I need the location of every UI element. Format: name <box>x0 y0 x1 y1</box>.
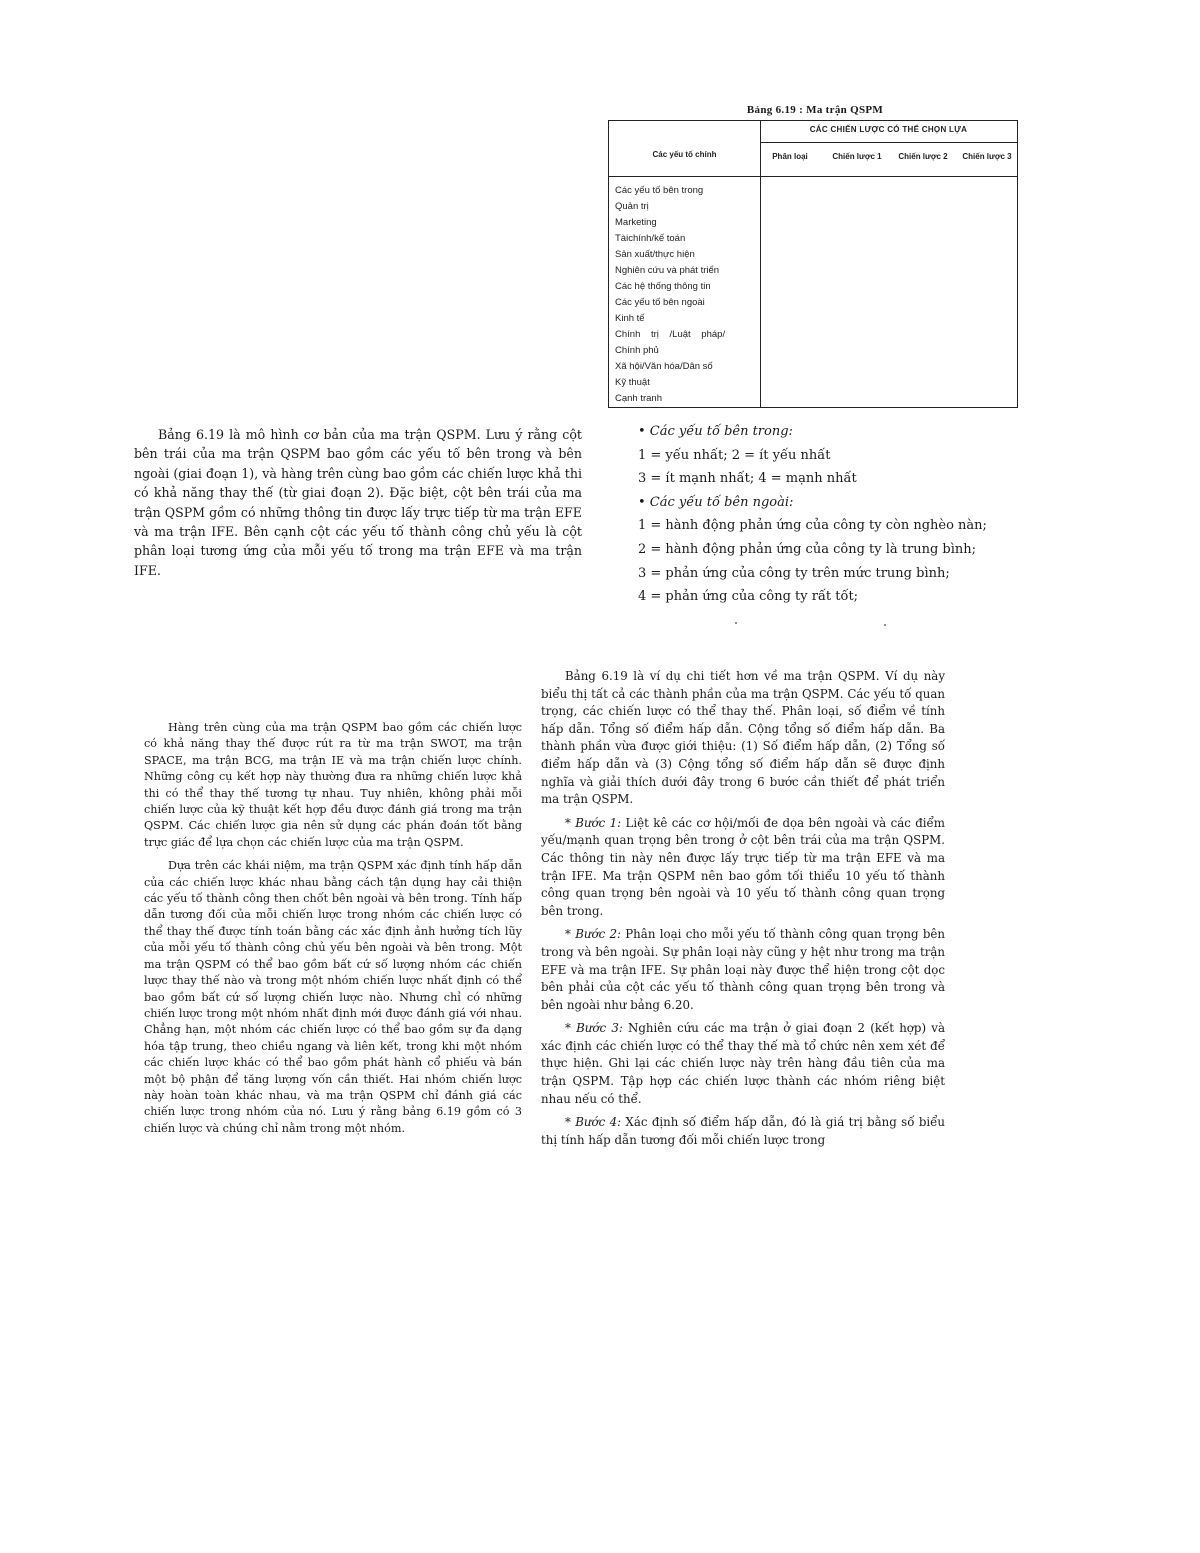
right-column <box>541 668 945 1155</box>
step-4-text: Xác định số điểm hấp dẫn, đó là giá trị bằng số biểu thị tính hấp dẫn tương đối mỗi chiến lược trong <box>541 1115 945 1147</box>
left-paragraph-2: Dựa trên các khái niệm, ma trận QSPM xác định tính hấp dẫn của các chiến lược khác nhau bằng cách tận dụng hay cải thiện các yếu tố thành công then chốt bên ngoài và bên trong. Tính hấp dẫn tương đối của mỗi chiến lược trong nhóm các chiến lược có thể thay thế được tính toán bằng các xác định ảnh hưởng tích lũy của mỗi yếu tố thành công chủ yếu bên ngoài và bên trong. Một ma trận QSPM có thể bao gồm bất cứ số lượng nhóm các chiến lược thay thế nào và trong một nhóm chiến lược nhất định có thể bao gồm bất cứ số lượng chiến lược nào. Nhưng chỉ có những chiến lược trong một nhóm nhất định mới được đánh giá với nhau. Chẳng hạn, một nhóm các chiến lược có thể bao gồm sự đa dạng hóa tập trung, theo chiều ngang và liên kết, trong khi một nhóm các chiến lược khác có thể bao gồm phát hành cổ phiếu và bán một bộ phận để tăng lượng vốn cần thiết. Hai nhóm chiến lược này hoàn toàn khác nhau, và ma trận QSPM chỉ đánh giá các chiến lược trong nhóm của nó. Lưu ý rằng bảng 6.19 gồm có 3 chiến lược và chúng chỉ nằm trong một nhóm. <box>144 859 522 1135</box>
column-header-classification: Phân loại <box>772 152 808 161</box>
factor-row: Xã hội/Văn hóa/Dân số <box>615 361 713 372</box>
factor-row: Quản trị <box>615 201 649 212</box>
left-column <box>144 720 522 1144</box>
factor-row: Các yếu tố bên trong <box>615 185 704 196</box>
internal-factors-heading: • Các yếu tố bên trong: <box>638 424 793 439</box>
step-2-paragraph <box>541 926 945 1014</box>
step-3-label: * Bước 3: <box>565 1021 623 1036</box>
scan-speck <box>884 624 886 626</box>
scan-speck <box>735 622 737 624</box>
factor-row: Chính trị /Luật pháp/ <box>615 329 726 340</box>
legend-line: 1 = hành động phản ứng của công ty còn nghèo nàn; <box>638 518 987 534</box>
step-3-text: Nghiên cứu các ma trận ở giai đoạn 2 (kết hợp) và xác định các chiến lược có thể thay thế mà tổ chức nên xem xét để thực hiện. Ghi lại các chiến lược này trên hàng đầu tiên của ma trận QSPM. Tập hợp các chiến lược thành các nhóm riêng biệt nhau nếu có thể. <box>541 1021 945 1106</box>
legend-line: 4 = phản ứng của công ty rất tốt; <box>638 589 859 605</box>
factor-row: Tàichính/kế toán <box>615 233 686 244</box>
step-1-label: * Bước 1: <box>565 815 622 830</box>
external-factors-heading: • Các yếu tố bên ngoài: <box>638 494 794 510</box>
strategies-group-header: CÁC CHIẾN LƯỢC CÓ THỂ CHỌN LỰA <box>809 125 968 134</box>
factor-list <box>615 183 760 407</box>
legend-line: 3 = ít mạnh nhất; 4 = mạnh nhất <box>638 471 857 487</box>
legend-line: 1 = yếu nhất; 2 = ít yếu nhất <box>638 447 831 463</box>
group-header-divider <box>760 142 1017 143</box>
column-header-strategy-2: Chiến lược 2 <box>898 152 948 161</box>
factor-row: Kinh tế <box>615 313 645 324</box>
left-paragraph-1: Hàng trên cùng của ma trận QSPM bao gồm các chiến lược có khả năng thay thế được rút ra từ ma trận SWOT, ma trận SPACE, ma trận BCG, ma trận IE và ma trận chiến lược chính. Những công cụ kết hợp này thường đưa ra những chiến lược khả thi có thể thay thế tương tự nhau. Tuy nhiên, không phải mỗi chiến lược của kỹ thuật kết hợp đều được đánh giá trong ma trận QSPM. Các chiến lược gia nên sử dụng các phán đoán tốt bằng trực giác để lựa chọn các chiến lược của ma trận QSPM. <box>144 721 522 849</box>
step-2-label: * Bước 2: <box>565 927 621 942</box>
key-factors-header: Các yếu tố chính <box>652 150 717 159</box>
qspm-table <box>608 120 1018 408</box>
classification-legend <box>638 420 1038 609</box>
factor-row: Kỹ thuật <box>615 377 650 388</box>
right-paragraph-1: Bảng 6.19 là ví dụ chi tiết hơn về ma trận QSPM. Ví dụ này biểu thị tất cả các thành phần của ma trận QSPM. Các yếu tố quan trọng, các chiến lược có thể thay thế. Phân loại, số điểm về tính hấp dẫn. Tổng số điểm hấp dẫn. Cộng tổng số điểm hấp dẫn. Ba thành phần vừa được giới thiệu: (1) Số điểm hấp dẫn, (2) Tổng số điểm hấp dẫn và (3) Cộng tổng số điểm hấp dẫn sẽ được định nghĩa và giải thích dưới đây trong 6 bước cần thiết để phát triển ma trận QSPM. <box>541 669 945 807</box>
table-caption: Bảng 6.19 : Ma trận QSPM <box>746 104 884 116</box>
factor-row: Sản xuất/thực hiện <box>615 249 695 260</box>
step-1-paragraph <box>541 815 945 921</box>
step-3-paragraph <box>541 1020 945 1108</box>
step-2-text: Phân loại cho mỗi yếu tố thành công quan trọng bên trong và bên ngoài. Sự phân loại này cũng y hệt như trong ma trận EFE và ma trận IFE. Sự phân loại này được thể hiện trong cột dọc bên phải của cột các yếu tố thành công quan trọng bên trong và bên ngoài như bảng 6.20. <box>541 927 945 1012</box>
step-4-paragraph <box>541 1114 945 1149</box>
factor-row: Nghiên cứu và phát triển <box>615 265 720 276</box>
legend-line: 3 = phản ứng của công ty trên mức trung bình; <box>638 565 950 581</box>
column-header-strategy-3: Chiến lược 3 <box>962 152 1012 161</box>
column-divider <box>760 121 761 407</box>
factor-row: Cạnh tranh <box>615 393 663 404</box>
intro-paragraph: Bảng 6.19 là mô hình cơ bản của ma trận QSPM. Lưu ý rằng cột bên trái của ma trận QSPM bao gồm các yếu tố bên trong và bên ngoài (giai đoạn 1), và hàng trên cùng bao gồm các chiến lược khả thi có khả năng thay thế (từ giai đoạn 2). Đặc biệt, cột bên trái của ma trận QSPM gồm có những thông tin được lấy trực tiếp từ ma trận EFE và ma trận IFE. Bên cạnh cột các yếu tố thành công chủ yếu là cột phân loại tương ứng của mỗi yếu tố trong ma trận EFE và ma trận IFE. <box>134 427 582 578</box>
step-4-label: * Bước 4: <box>565 1115 622 1130</box>
factor-row: Chính phủ <box>615 345 659 356</box>
step-1-text: Liệt kê các cơ hội/mối đe dọa bên ngoài và các điểm yếu/mạnh quan trọng bên trong ở cột bên trái của ma trận QSPM. Các thông tin này nên được lấy trực tiếp từ ma trận EFE và ma trận IFE. Ma trận QSPM nên bao gồm tối thiểu 10 yếu tố thành công quan trọng bên ngoài và 10 yếu tố thành công quan trọng bên trong. <box>541 815 945 918</box>
factor-row: Các hệ thống thông tin <box>615 281 711 292</box>
factor-row: Các yếu tố bên ngoài <box>615 297 705 308</box>
column-header-strategy-1: Chiến lược 1 <box>832 152 882 161</box>
header-divider <box>609 176 1017 177</box>
legend-line: 2 = hành động phản ứng của công ty là trung bình; <box>638 541 977 557</box>
factor-row: Marketing <box>615 217 657 228</box>
